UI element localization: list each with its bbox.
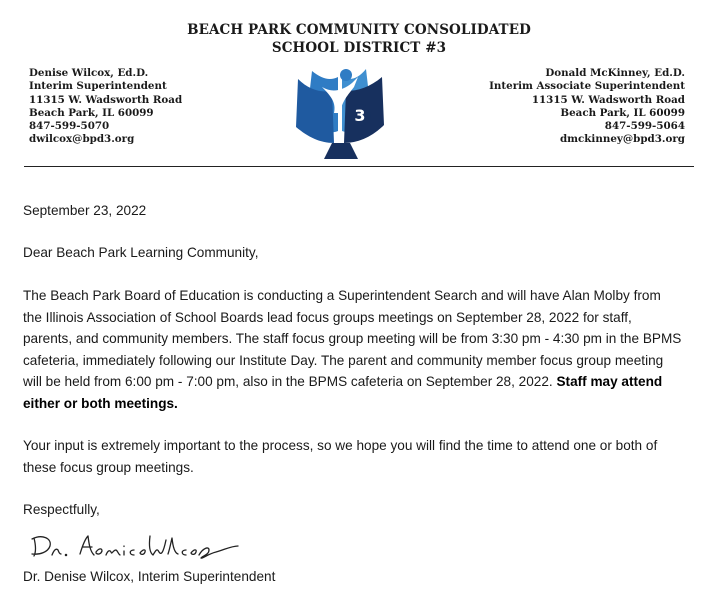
left-contact-street: 11315 W. Wadsworth Road bbox=[29, 93, 183, 106]
signer-name: Dr. Denise Wilcox, Interim Superintendent bbox=[23, 569, 276, 584]
district-name-line2: SCHOOL DISTRICT #3 bbox=[271, 40, 447, 56]
letterhead-divider bbox=[24, 166, 694, 167]
staff-attendance-note: Staff may attend either or both meetings. bbox=[23, 374, 663, 411]
handwritten-signature bbox=[28, 524, 268, 560]
left-contact-email: dwilcox@bpd3.org bbox=[29, 133, 135, 146]
district-logo bbox=[292, 57, 388, 162]
letter-paragraph-1 bbox=[23, 285, 683, 415]
letter-date: September 23, 2022 bbox=[23, 203, 147, 218]
paragraph-1-text: The Beach Park Board of Education is conducting a Superintendent Search and will have Alan Molby from the Illinois Association of School Boards lead focus groups meetings on September 28, 2022 for staff, parents, and community members. The staff focus group meeting will be from 3:30 pm - 4:30 pm in the BPMS cafeteria, immediately following our Institute Day. The parent and community member focus group meeting will be held from 6:00 pm - 7:00 pm, also in the BPMS cafeteria on September 28, 2022. bbox=[23, 288, 682, 390]
district-name bbox=[0, 21, 718, 57]
letter-paragraph-2: Your input is extremely important to the process, so we hope you will find the time to attend one or both of these focus group meetings. bbox=[23, 438, 658, 475]
right-contact-name: Donald McKinney, Ed.D. bbox=[545, 67, 685, 79]
letter-closing: Respectfully, bbox=[23, 502, 100, 517]
left-contact-name: Denise Wilcox, Ed.D. bbox=[29, 67, 149, 79]
right-contact-title: Interim Associate Superintendent bbox=[489, 80, 685, 93]
right-contact-phone: 847-599-5064 bbox=[604, 120, 685, 133]
left-contact-phone: 847-599-5070 bbox=[29, 120, 110, 133]
left-contact-title: Interim Superintendent bbox=[29, 80, 167, 93]
right-contact-street: 11315 W. Wadsworth Road bbox=[531, 93, 685, 106]
logo-number: 3 bbox=[354, 106, 366, 125]
right-contact-email: dmckinney@bpd3.org bbox=[559, 133, 685, 146]
letter-greeting: Dear Beach Park Learning Community, bbox=[23, 245, 259, 260]
right-contact-city: Beach Park, IL 60099 bbox=[560, 106, 685, 119]
left-contact-block bbox=[29, 67, 182, 147]
left-contact-city: Beach Park, IL 60099 bbox=[29, 106, 154, 119]
district-name-line1: BEACH PARK COMMUNITY CONSOLIDATED bbox=[187, 22, 531, 38]
right-contact-block bbox=[489, 67, 685, 147]
